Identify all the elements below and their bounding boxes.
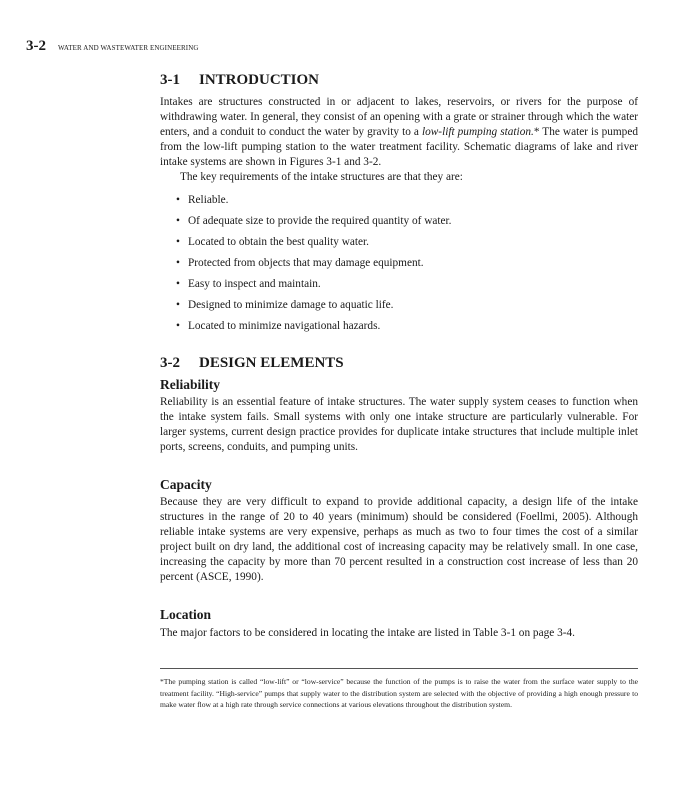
requirements-list [160, 193, 638, 340]
intro-text-start: Intakes are structures constructed in or adjacent to lakes, reservoirs, or rivers for the purpose of withdrawing water. In general, they consist of an opening with a grate or strainer through which the water enters, and a conduit to conduct the water by gravity to a [160, 96, 638, 138]
list-item: • Protected from objects that may damage equipment. [160, 256, 638, 277]
list-item: • Designed to minimize damage to aquatic life. [160, 298, 638, 319]
intro-paragraph [160, 95, 638, 170]
list-item: • Reliable. [160, 193, 638, 214]
footnote-divider [160, 668, 638, 669]
list-item: • Located to obtain the best quality water. [160, 235, 638, 256]
page-header [26, 38, 199, 55]
subheading-capacity: Capacity [160, 477, 212, 492]
section-heading-design-elements [160, 353, 638, 373]
section-heading-introduction [160, 70, 638, 90]
list-item: • Easy to inspect and maintain. [160, 277, 638, 298]
section-number: 3-1 [160, 72, 180, 88]
list-item: • Located to minimize navigational hazards. [160, 319, 638, 340]
reliability-paragraph: Reliability is an essential feature of intake structures. The water supply system ceases to function when the intake system fails. Small systems with only one intake structure are particularly vulnerable. For larger systems, current design practice provides for duplicate intake structures that include multiple inlet ports, screens, conduits, and pumping units. [160, 396, 638, 453]
running-head: WATER AND WASTEWATER ENGINEERING [58, 44, 199, 52]
intro-emphasis: low-lift pumping station. [421, 126, 534, 138]
section-title: DESIGN ELEMENTS [199, 355, 344, 371]
page-number: 3-2 [26, 38, 46, 54]
subheading-reliability: Reliability [160, 377, 220, 392]
main-content [160, 70, 638, 641]
section-number: 3-2 [160, 355, 180, 371]
section-title: INTRODUCTION [199, 72, 320, 88]
subheading-location: Location [160, 607, 212, 622]
capacity-paragraph: Because they are very difficult to expand to provide additional capacity, a design life of the intake structures in the range of 20 to 40 years (minimum) should be considered (Foellmi, 2005). Although reliable intake systems are very expensive, perhaps as much as two to four times the cost of a similar project built on dry land, the additional cost of increasing capacity may be relatively small. In one case, increasing the capacity by more than 70 percent resulted in a construction cost increase of less than 20 percent (ASCE, 1990). [160, 496, 638, 583]
location-paragraph: The major factors to be considered in locating the intake are listed in Table 3-1 on page 3-4. [160, 627, 575, 639]
footnote: *The pumping station is called “low-lift” or “low-service” because the function of the pumps is to raise the water from the surface water supply to the treatment facility. “High-service” pumps that supply water to the distribution system are selected with the objective of providing a high enough pressure to make water flow at a high rate through service connections at various elevations throughout the distribution system. [160, 677, 638, 709]
requirements-intro: The key requirements of the intake structures are that they are: [180, 171, 463, 183]
list-item: • Of adequate size to provide the required quantity of water. [160, 214, 638, 235]
intro-text-end: * The water is pumped from the low-lift pumping station to the water treatment facility. Schematic diagrams of lake and river intake systems are shown in Figures 3-1 and 3-2. [160, 126, 638, 168]
